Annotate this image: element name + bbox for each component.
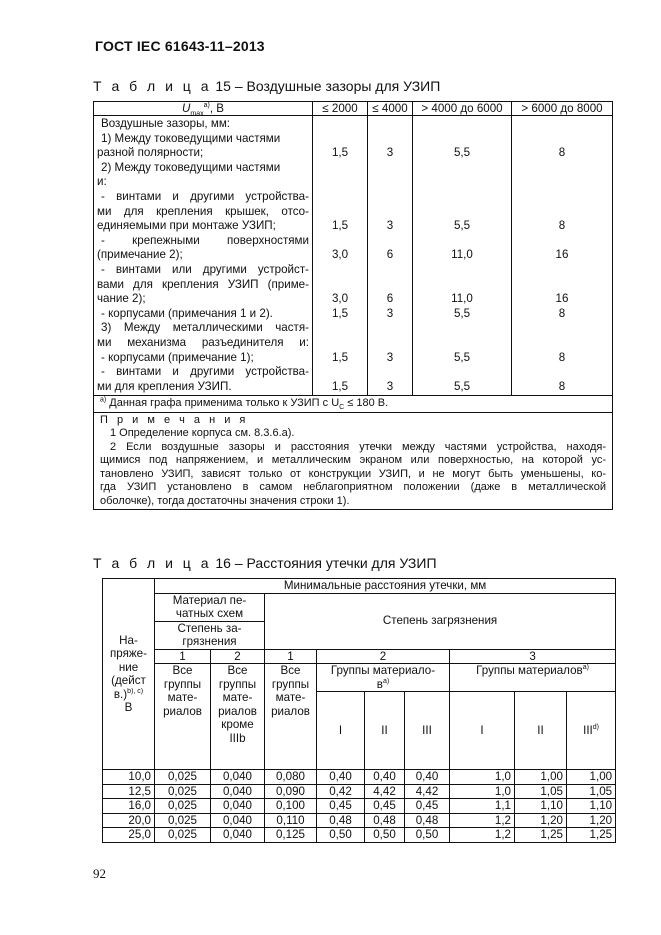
table15-value-spacer [368,205,412,220]
voltage-value: 16,0 [103,799,155,814]
page-number: 92 [93,866,106,881]
creepage-value: 4,42 [365,784,405,799]
creepage-value: 1,00 [567,770,616,785]
footnote-mark: a) [100,396,107,404]
voltage-value: 25,0 [103,828,155,843]
pcb-material-line: чатных схем [175,607,244,620]
creepage-value: 0,025 [155,813,211,828]
creepage-value: 0,090 [265,784,317,799]
table15-values-col-2000 [313,116,368,396]
creepage-value: 1,25 [515,828,567,843]
table15-value-spacer [368,117,412,132]
footnote-text: Данная графа применима только к УЗИП с U [106,397,340,410]
table16-pcb-degree-header [155,621,265,649]
creepage-value: 0,40 [317,770,365,785]
all-groups-line: риалов [163,704,202,718]
table15-footnote-row [94,396,613,413]
table16-header-row-2 [103,593,616,621]
all-groups-line: мате- [167,691,198,704]
creepage-value: 1,20 [567,813,616,828]
table15-value-spacer [313,365,367,380]
creepage-value: 1,10 [515,799,567,814]
table15-value-spacer [512,234,612,249]
table15-value: 8 [558,146,566,160]
voltage-value: 20,0 [103,813,155,828]
table15-value-spacer [313,263,367,278]
voltage-header-line: пряже- [110,647,147,660]
table15-value-spacer [368,132,412,147]
creepage-value: 0,48 [317,813,365,828]
table15-values-col-6000 [413,116,512,396]
creepage-value: 1,1 [450,799,515,814]
subgroup-text: III [583,723,593,737]
table15-value: 3,0 [331,248,349,262]
table15-value: 6 [386,292,394,306]
pcb-degree-line: грязнения [182,635,237,648]
table15 [93,101,613,510]
table15-value: 3 [386,219,394,233]
creepage-value: 0,40 [365,770,405,785]
table15-value-spacer [512,205,612,220]
table15-value: 5,5 [453,146,471,160]
umax-sub: max [190,110,204,118]
table15-value-spacer [368,175,412,190]
table15-value: 8 [558,379,566,393]
subgroup-label [567,692,616,770]
creepage-value: 0,025 [155,828,211,843]
table15-description-line: (примечание 2); [97,248,183,262]
table15-value-spacer [413,365,511,380]
subgroup-label: I [317,692,365,770]
table15-value: 1,5 [331,379,349,393]
table15-value: 3 [386,306,394,320]
all-groups-except-line: группы [218,677,257,691]
table15-value-spacer [413,263,511,278]
creepage-value: 0,110 [265,813,317,828]
all-groups-line: Все [280,664,301,677]
creepage-value: 0,40 [405,770,450,785]
table15-value: 8 [558,306,566,320]
table15-caption-word: Т а б л и ц а [93,78,212,94]
creepage-value: 0,040 [211,828,265,843]
creepage-value: 0,48 [365,813,405,828]
table16-groups-row [103,664,616,692]
voltage-unit: В [124,701,133,714]
groups2-sup: a) [382,677,390,685]
note-2-line: 2 Если воздушные зазоры и расстояния утечки между частями устройства, находя- [110,440,606,453]
all-groups-cell [155,664,211,770]
table15-caption [93,78,440,94]
table15-header-col: > 4000 до 6000 [413,102,512,116]
creepage-value: 1,2 [450,828,515,843]
table15-value: 5,5 [453,350,471,364]
material-groups-header [450,664,616,692]
table15-value-spacer [368,161,412,176]
table16-row [103,828,616,843]
creepage-value: 0,50 [317,828,365,843]
creepage-value: 1,2 [450,813,515,828]
creepage-value: 0,100 [265,799,317,814]
creepage-value: 0,50 [405,828,450,843]
groups3-sup: a) [582,664,589,672]
table15-footnote [94,396,613,413]
all-groups-line: Все [172,664,193,677]
creepage-value: 1,0 [450,770,515,785]
table15-notes [94,412,613,510]
all-groups-line: группы [271,677,310,691]
table15-description-line: 2) Между токоведущими частями [101,160,281,174]
table15-description-cell [94,116,313,396]
voltage-value: 12,5 [103,784,155,799]
creepage-value: 4,42 [405,784,450,799]
table15-description-line: - винтами или другими устройст- [101,262,309,276]
groups3-text: Группы материалов [476,664,583,677]
creepage-value: 0,45 [405,799,450,814]
table15-value-spacer [512,132,612,147]
table15-value-spacer [368,263,412,278]
table15-value: 5,5 [453,306,471,320]
note-2-line: гда УЗИП установлено в самом неблагоприятном положении (даже в металлической [100,481,606,494]
table15-description-line: ми для крепления крышек, отсо- [97,204,309,218]
table16-caption-word: Т а б л и ц а [93,555,212,571]
table15-value-spacer [512,321,612,336]
table15-value-spacer [512,278,612,293]
table15-value-spacer [512,336,612,351]
all-groups-line: мате- [275,691,306,704]
table15-header-voltage [94,102,313,116]
table15-value-spacer [512,365,612,380]
all-groups-cell [265,664,317,770]
umax-symbol: U [181,102,191,115]
table15-description-line: - корпусами (примечание 1); [101,350,254,364]
material-groups-header [317,664,450,692]
table15-description-line: Воздушные зазоры, мм: [101,117,231,130]
voltage-value: 10,0 [103,770,155,785]
voltage-sup: b), c) [127,687,144,695]
table15-value-spacer [368,190,412,205]
table15-value: 3 [386,350,394,364]
table16-row [103,799,616,814]
creepage-value: 1,0 [450,784,515,799]
subgroup-label: I [450,692,515,770]
table15-value: 5,5 [453,379,471,393]
subgroup-label: II [515,692,567,770]
table15-value-spacer [368,234,412,249]
table15-description-line: - корпусами (примечания 1 и 2). [101,306,273,320]
note-2-line: тановлено УЗИП, зависят только от конструкции УЗИП, и не могут быть уменьшены, ко- [100,467,606,480]
table15-value-spacer [413,205,511,220]
table15-value-spacer [413,321,511,336]
table15-value-spacer [313,278,367,293]
table15-value-spacer [368,321,412,336]
all-groups-except-line: риалов [218,704,257,718]
table15-description-line: 3) Между металлическими частя- [101,321,309,335]
notes-title: П р и м е ч а н и я [100,413,249,426]
degree-number: 1 [265,649,317,664]
table15-value-spacer [413,278,511,293]
document-header: ГОСТ IEC 61643-11–2013 [95,38,265,54]
table15-value-spacer [512,117,612,132]
table16-voltage-header [103,579,155,770]
table16 [102,578,616,843]
table15-value: 16 [555,248,569,262]
creepage-value: 1,05 [567,784,616,799]
table15-value-spacer [413,234,511,249]
table15-value-spacer [368,365,412,380]
table15-values-col-4000 [368,116,413,396]
table15-value-spacer [413,190,511,205]
table15-value-spacer [368,278,412,293]
umax-unit: , В [209,102,225,115]
creepage-value: 0,42 [317,784,365,799]
note-2-line: щимися под напряжением, и металлическим экраном или поверхностью, на которой ус- [100,454,606,467]
degree-number: 1 [155,649,211,664]
table15-value-spacer [512,263,612,278]
pcb-degree-line: Степень за- [177,621,242,635]
table15-description-line: ми для крепления УЗИП. [97,379,232,393]
creepage-value: 1,10 [567,799,616,814]
table15-value-spacer [313,161,367,176]
creepage-value: 1,25 [567,828,616,843]
table15-description-line: - винтами и другими устройства- [101,189,309,203]
table15-value: 5,5 [453,219,471,233]
creepage-value: 0,040 [211,799,265,814]
table15-value-spacer [512,175,612,190]
creepage-value: 1,00 [515,770,567,785]
table15-body-row [94,116,613,396]
creepage-value: 0,125 [265,828,317,843]
table16-caption-title: 16 – Расстояния утечки для УЗИП [215,555,437,571]
groups2-line: Группы материало- [330,664,436,677]
creepage-value: 0,040 [211,784,265,799]
degree-number: 2 [317,649,450,664]
umax-sup: a) [203,102,210,110]
table15-value-spacer [413,117,511,132]
degree-number: 3 [450,649,616,664]
table15-header-col: > 6000 до 8000 [512,102,613,116]
creepage-value: 0,45 [317,799,365,814]
footnote-text-end: ≤ 180 В. [344,397,389,410]
table15-description-line: - винтами и другими устройства- [101,365,309,379]
voltage-header-line: (дейст [111,674,146,687]
voltage-header-line: На- [119,633,138,647]
table15-value: 16 [555,292,569,306]
subgroup-sup: d) [592,723,600,731]
table15-value: 1,5 [331,146,349,160]
creepage-value: 0,040 [211,813,265,828]
voltage-header-line: в.)$^{b), c)}$ [113,687,144,701]
table15-value: 6 [386,248,394,262]
note-1: 1 Определение корпуса см. 8.3.6.а). [110,427,295,440]
table15-value-spacer [313,190,367,205]
table15-value: 3,0 [331,292,349,306]
table15-value-spacer [413,132,511,147]
creepage-value: 0,45 [365,799,405,814]
table15-value: 8 [558,219,566,233]
pcb-material-line: Материал пе- [172,593,247,607]
table15-description-line: единяемыми при монтаже УЗИП; [97,219,276,233]
table15-value: 8 [558,350,566,364]
table15-value-spacer [512,190,612,205]
table15-value: 11,0 [451,292,473,306]
voltage-header-line: ние [118,660,139,674]
table16-data [103,770,616,843]
all-groups-line: группы [163,677,202,691]
table15-value-spacer [512,161,612,176]
table15-description-line: и: [97,175,107,189]
table16-degree-row [103,649,616,664]
table16-pcb-material-header [155,593,265,621]
table15-header-col: ≤ 2000 [313,102,368,116]
all-groups-except-line: кроме [221,718,254,731]
table15-value-spacer [413,336,511,351]
table15-notes-row [94,412,613,510]
table15-description-line: 1) Между токоведущими частями [101,131,281,145]
table15-value: 3 [386,379,394,393]
table16-row [103,813,616,828]
table15-value-spacer [313,175,367,190]
creepage-value: 0,025 [155,799,211,814]
creepage-value: 0,50 [365,828,405,843]
table16-header-row-1 [103,579,616,594]
table15-value: 1,5 [331,350,349,364]
creepage-value: 0,48 [405,813,450,828]
creepage-value: 0,025 [155,784,211,799]
degree-number: 2 [211,649,265,664]
table16-caption [93,555,437,571]
table15-description-line: чание 2); [97,292,146,306]
all-groups-except-cell [211,664,265,770]
table15-value: 1,5 [331,219,349,233]
creepage-value: 0,025 [155,770,211,785]
table15-value-spacer [313,234,367,249]
table15-value-spacer [413,175,511,190]
table15-description-line: разной полярности; [97,146,204,160]
table15-value-spacer [313,117,367,132]
table15-value-spacer [313,321,367,336]
table16-row [103,770,616,785]
table15-values-col-8000 [512,116,613,396]
table15-value-spacer [313,205,367,220]
all-groups-except-line: мате- [222,691,253,704]
table15-header-col: ≤ 4000 [368,102,413,116]
subgroup-label: III [405,692,450,770]
table16-pollution-degree-header: Степень загрязнения [265,593,616,649]
table15-description-line: вами для крепления УЗИП (приме- [97,277,309,291]
table16-min-creepage-header: Минимальные расстояния утечки, мм [155,579,616,594]
all-groups-line: риалов [271,704,310,718]
table15-header-row [94,102,613,116]
table15-value-spacer [368,336,412,351]
table15-value: 11,0 [451,248,473,262]
table15-value-spacer [413,161,511,176]
creepage-value: 0,040 [211,770,265,785]
subgroup-label: II [365,692,405,770]
creepage-value: 1,20 [515,813,567,828]
table15-caption-title: 15 – Воздушные зазоры для УЗИП [215,78,441,94]
table15-description-line: ми механизма разъединителя и: [97,335,309,349]
creepage-value: 0,080 [265,770,317,785]
groups2-line: $в^{a)}$ [376,677,390,691]
table15-value-spacer [313,132,367,147]
table15-value-spacer [313,336,367,351]
note-2-line: оболочке), тогда достаточны значения строки 1). [100,494,350,507]
table15-value: 3 [386,146,394,160]
creepage-value: 1,05 [515,784,567,799]
table15-value: 1,5 [331,306,349,320]
table16-row [103,784,616,799]
all-groups-except-line: Все [227,664,248,677]
table15-description-line: - крепежными поверхностями [101,233,309,247]
footnote-sub: C [339,404,345,412]
all-groups-except-line: IIIb [229,731,246,745]
